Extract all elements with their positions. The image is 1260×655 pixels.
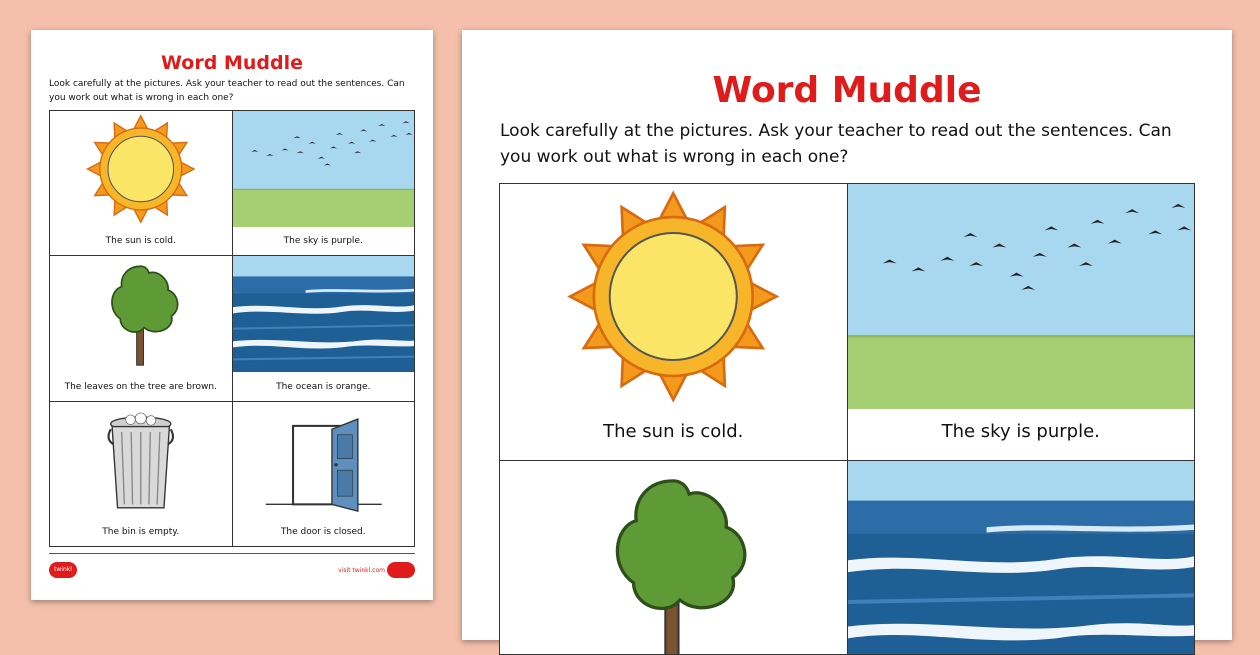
- partner-logo: [387, 562, 415, 578]
- cell-sky: [233, 111, 415, 255]
- ocean-icon: [233, 256, 415, 372]
- caption-tree: The leaves on the tree are brown.: [64, 381, 217, 392]
- caption-sky-large: The sky is purple.: [941, 421, 1100, 442]
- sun-icon: [500, 184, 847, 409]
- cell-door: [233, 402, 415, 546]
- twinkl-logo: twinkl: [49, 562, 77, 578]
- worksheet-zoomed: [462, 30, 1232, 640]
- picture-grid: [49, 110, 415, 547]
- caption-ocean: The ocean is orange.: [276, 381, 371, 392]
- worksheet-instructions-large: Look carefully at the pictures. Ask your teacher to read out the sentences. Can you work out what is wrong in each one?: [500, 121, 1172, 167]
- cell-sky-large: [848, 184, 1195, 460]
- caption-sky: The sky is purple.: [283, 236, 363, 247]
- worksheet-thumbnail: [31, 30, 433, 600]
- cell-sun-large: [500, 184, 847, 460]
- tree-icon: [50, 256, 232, 372]
- footer-url: visit twinkl.com: [338, 567, 385, 574]
- sun-icon: [50, 111, 232, 227]
- worksheet-title-large: Word Muddle: [712, 70, 982, 111]
- worksheet-title: Word Muddle: [161, 52, 303, 74]
- caption-door: The door is closed.: [280, 526, 366, 537]
- ocean-icon: [848, 461, 1195, 654]
- cell-tree-large: [500, 461, 847, 654]
- cell-ocean-large: [848, 461, 1195, 654]
- door-icon: [233, 402, 415, 518]
- caption-sun: The sun is cold.: [105, 236, 176, 247]
- picture-grid-large: [499, 183, 1195, 655]
- cell-tree: [50, 256, 232, 400]
- bin-icon: [50, 402, 232, 518]
- caption-bin: The bin is empty.: [102, 526, 180, 537]
- tree-icon: [500, 461, 847, 654]
- caption-sun-large: The sun is cold.: [603, 421, 744, 442]
- cell-sun: [50, 111, 232, 255]
- cell-ocean: [233, 256, 415, 400]
- sky-icon: [848, 184, 1195, 409]
- footer-divider: [49, 553, 415, 554]
- cell-bin: [50, 402, 232, 546]
- worksheet-instructions: Look carefully at the pictures. Ask your teacher to read out the sentences. Can you work out what is wrong in each one?: [49, 79, 405, 103]
- sky-icon: [233, 111, 415, 227]
